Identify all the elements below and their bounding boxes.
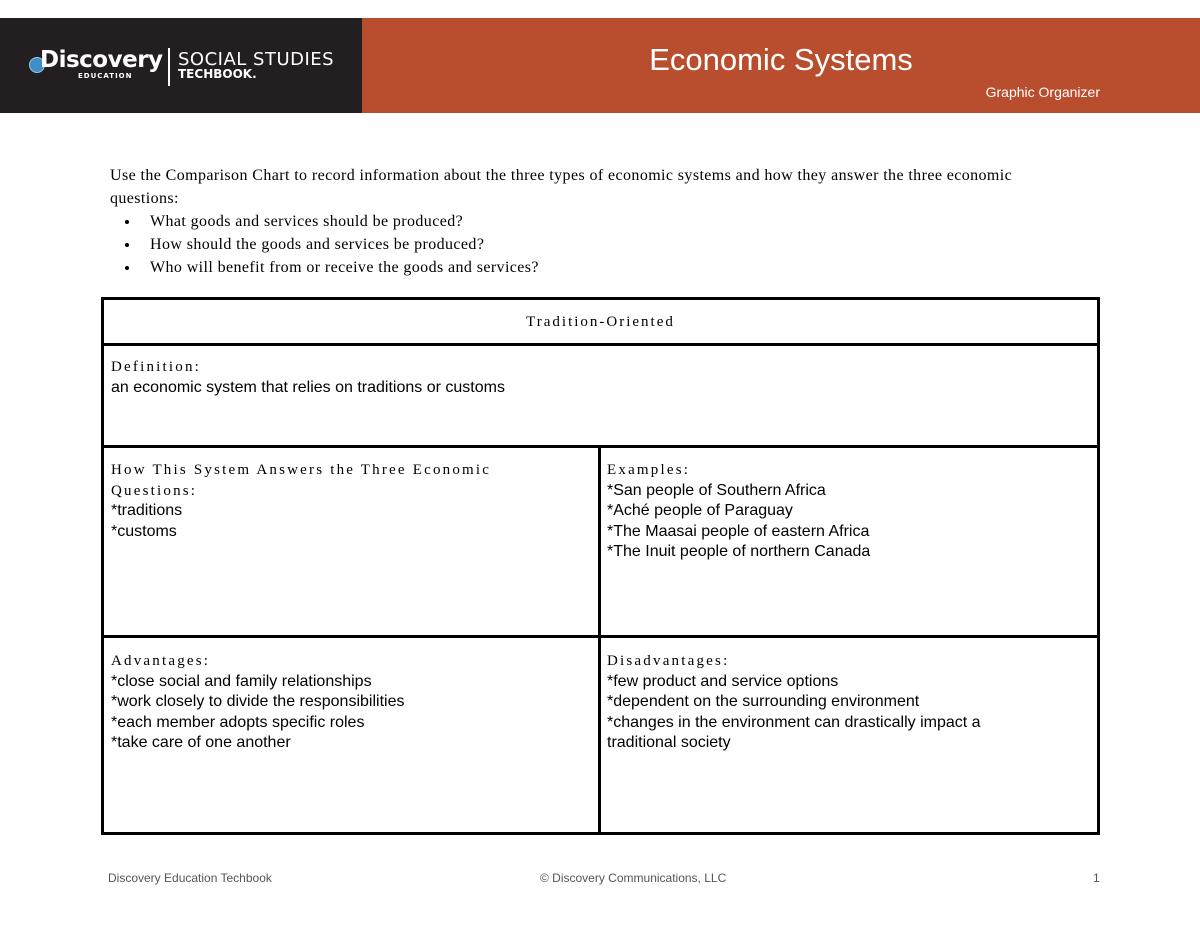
question-item: • What goods and services should be produced?: [140, 210, 1070, 233]
advantages-label: Advantages:: [111, 653, 211, 669]
logo-product: SOCIAL STUDIES: [178, 49, 335, 70]
examples-item: *The Inuit people of northern Canada: [607, 543, 871, 560]
definition-label: Definition:: [111, 359, 202, 375]
answers-item: *traditions: [111, 502, 183, 519]
examples-cell: [607, 460, 1092, 563]
advantages-cell: [111, 651, 591, 754]
examples-item: *San people of Southern Africa: [607, 481, 826, 499]
question-item: • Who will benefit from or receive the goods and services?: [140, 256, 1070, 279]
logo-brand: Discovery: [40, 47, 163, 73]
instructions-text: Use the Comparison Chart to record information about the three types of economic systems and how they answer the three economic questions:: [110, 167, 1013, 207]
footer-copyright: © Discovery Communications, LLC: [540, 871, 727, 885]
examples-item: *The Maasai people of eastern Africa: [607, 522, 870, 540]
disadvantages-cell: [607, 651, 1092, 754]
instructions: [110, 164, 1070, 279]
disadvantages-label: Disadvantages:: [607, 653, 730, 669]
questions-list: [110, 210, 1070, 279]
row-divider: [104, 343, 1097, 346]
disadvantages-item: traditional society: [607, 734, 731, 751]
chart-title: Tradition-Oriented: [526, 314, 675, 330]
definition-cell: [111, 357, 1091, 398]
answers-item: *customs: [111, 522, 177, 540]
column-divider: [598, 445, 601, 832]
logo-product-sub: TECHBOOK.: [178, 67, 257, 81]
answers-cell: [111, 460, 591, 542]
page-number: 1: [1093, 871, 1100, 885]
examples-label: Examples:: [607, 462, 691, 478]
logo-sub: EDUCATION: [78, 72, 133, 80]
disadvantages-item: *few product and service options: [607, 672, 839, 690]
disadvantages-item: *dependent on the surrounding environment: [607, 693, 920, 710]
definition-text: an economic system that relies on traditions or customs: [111, 378, 505, 396]
advantages-item: *take care of one another: [111, 734, 291, 751]
logo-divider: [168, 48, 170, 86]
answers-label: Questions:: [111, 482, 198, 499]
answers-label: How This System Answers the Three Economic: [111, 462, 492, 478]
comparison-chart: [101, 297, 1100, 835]
examples-item: *Aché people of Paraguay: [607, 502, 793, 519]
footer-left: Discovery Education Techbook: [108, 871, 272, 885]
advantages-item: *each member adopts specific roles: [111, 713, 365, 731]
question-item: • How should the goods and services be produced?: [140, 233, 1070, 256]
page-subtitle: Graphic Organizer: [985, 84, 1100, 100]
disadvantages-item: *changes in the environment can drastically impact a: [607, 713, 981, 731]
advantages-item: *work closely to divide the responsibilities: [111, 693, 405, 710]
advantages-item: *close social and family relationships: [111, 672, 372, 690]
page-title: Economic Systems: [649, 42, 913, 77]
